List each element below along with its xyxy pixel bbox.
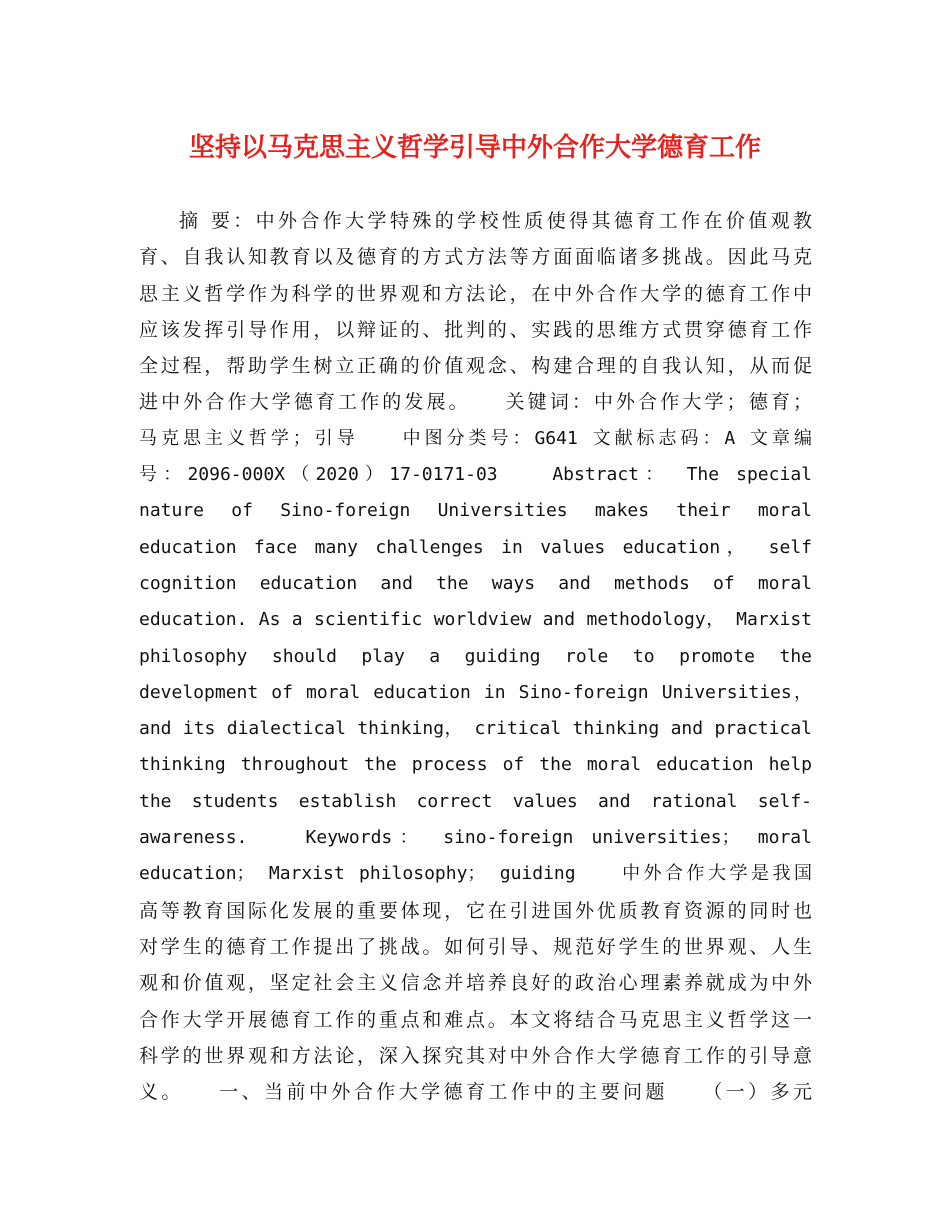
body-line-5: 全过程，帮助学生树立正确的价值观念、构建合理的自我认知，从而促 <box>139 355 812 378</box>
body-line-16: thinking throughout the process of the moral education help <box>139 754 812 776</box>
body-line-23: 合作大学开展德育工作的重点和难点。本文将结合马克思主义哲学这一 <box>139 1008 812 1031</box>
body-line-1: 摘 要：中外合作大学特殊的学校性质使得其德育工作在价值观教 <box>179 210 812 232</box>
body-line-3: 思主义哲学作为科学的世界观和方法论，在中外合作大学的德育工作中 <box>139 282 812 305</box>
body-line-25: 义。 一、当前中外合作大学德育工作中的主要问题 （一）多元 <box>139 1081 812 1104</box>
body-line-12: education. As a scientific worldview and methodology， Marxist <box>139 609 812 631</box>
body-line-9: nature of Sino-foreign Universities makes their moral <box>139 500 812 522</box>
body-line-18: awareness. Keywords： sino-foreign universities； moral <box>139 827 812 849</box>
document-body <box>139 203 812 1110</box>
body-line-6: 进中外合作大学德育工作的发展。 关键词：中外合作大学；德育； <box>139 391 812 414</box>
body-line-17: the students establish correct values and rational self- <box>139 790 812 812</box>
document-title: 坚持以马克思主义哲学引导中外合作大学德育工作 <box>188 133 761 163</box>
body-line-20: 高等教育国际化发展的重要体现，它在引进国外优质教育资源的同时也 <box>139 899 812 922</box>
body-line-15: and its dialectical thinking， critical thinking and practical <box>139 718 812 740</box>
body-line-11: cognition education and the ways and methods of moral <box>139 572 812 594</box>
body-line-19: education； Marxist philosophy； guiding 中外合作大学是我国 <box>139 863 812 885</box>
body-line-8: 号：2096-000X（2020）17-0171-03 Abstract： The special <box>139 464 812 486</box>
body-line-13: philosophy should play a guiding role to promote the <box>139 645 812 667</box>
body-line-2: 育、自我认知教育以及德育的方式方法等方面面临诸多挑战。因此马克 <box>139 246 812 269</box>
body-line-14: development of moral education in Sino-foreign Universities， <box>139 681 812 703</box>
body-line-22: 观和价值观，坚定社会主义信念并培养良好的政治心理素养就成为中外 <box>139 972 812 995</box>
body-line-21: 对学生的德育工作提出了挑战。如何引导、规范好学生的世界观、人生 <box>139 935 812 958</box>
body-line-4: 应该发挥引导作用，以辩证的、批判的、实践的思维方式贯穿德育工作 <box>139 318 812 341</box>
body-line-7: 马克思主义哲学；引导 中图分类号：G641 文献标志码：A 文章编 <box>139 427 812 449</box>
body-line-24: 科学的世界观和方法论，深入探究其对中外合作大学德育工作的引导意 <box>139 1044 812 1067</box>
body-line-10: education face many challenges in values education， self <box>139 536 812 558</box>
